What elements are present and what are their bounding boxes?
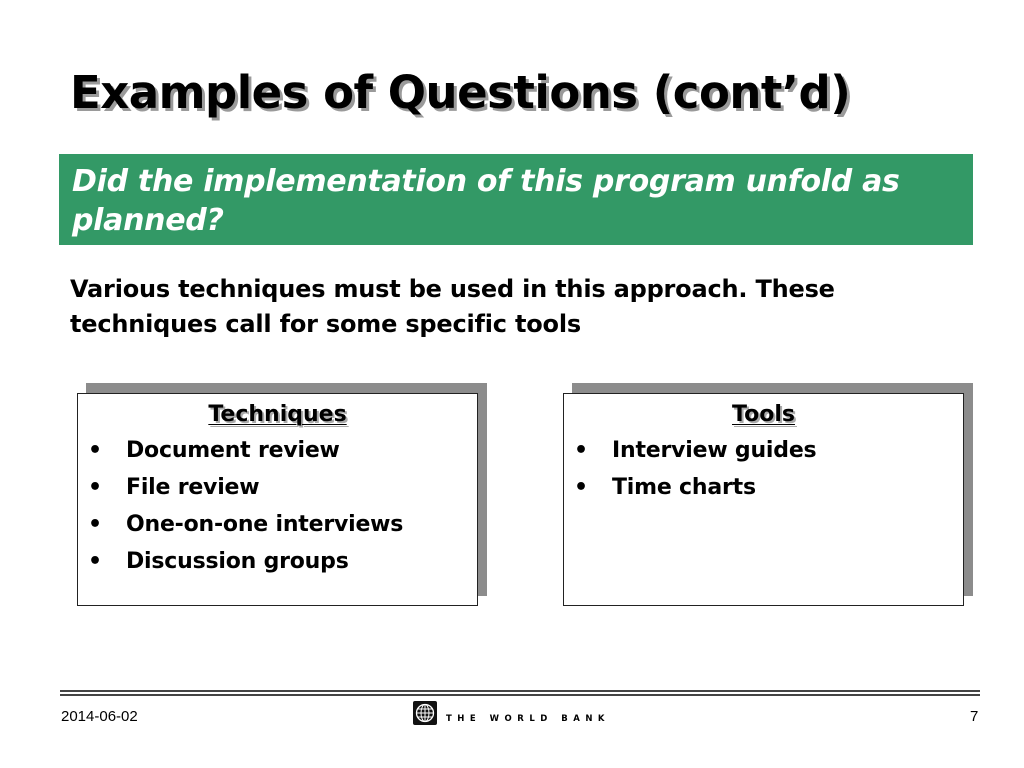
page-number: 7 — [970, 708, 979, 725]
footer-divider — [60, 694, 980, 696]
bullet-icon: • — [574, 475, 588, 500]
bullet-icon: • — [574, 438, 588, 463]
list-item: • File review — [78, 469, 477, 506]
logo-text: THE WORLD BANK — [446, 714, 611, 724]
footer-divider — [60, 690, 980, 692]
bullet-icon: • — [88, 512, 102, 537]
question-text: Did the implementation of this program unfold as planned? — [72, 164, 900, 238]
list-item: • Interview guides — [564, 432, 963, 469]
techniques-box — [77, 393, 478, 606]
footer-date: 2014-06-02 — [61, 708, 138, 725]
tools-list — [564, 432, 963, 506]
list-item: • Discussion groups — [78, 543, 477, 580]
tools-heading: Tools — [732, 402, 795, 427]
globe-icon — [413, 701, 437, 725]
question-banner — [59, 154, 973, 245]
bullet-icon: • — [88, 438, 102, 463]
bullet-icon: • — [88, 475, 102, 500]
intro-text: Various techniques must be used in this approach. These techniques call for some specific tools — [70, 275, 835, 338]
list-item: • Time charts — [564, 469, 963, 506]
bullet-icon: • — [88, 549, 102, 574]
tools-box — [563, 393, 964, 606]
list-item: • One-on-one interviews — [78, 506, 477, 543]
techniques-list — [78, 432, 477, 580]
techniques-heading: Techniques — [208, 402, 347, 427]
list-item: • Document review — [78, 432, 477, 469]
slide-title: Examples of Questions (cont’d) — [70, 66, 851, 119]
